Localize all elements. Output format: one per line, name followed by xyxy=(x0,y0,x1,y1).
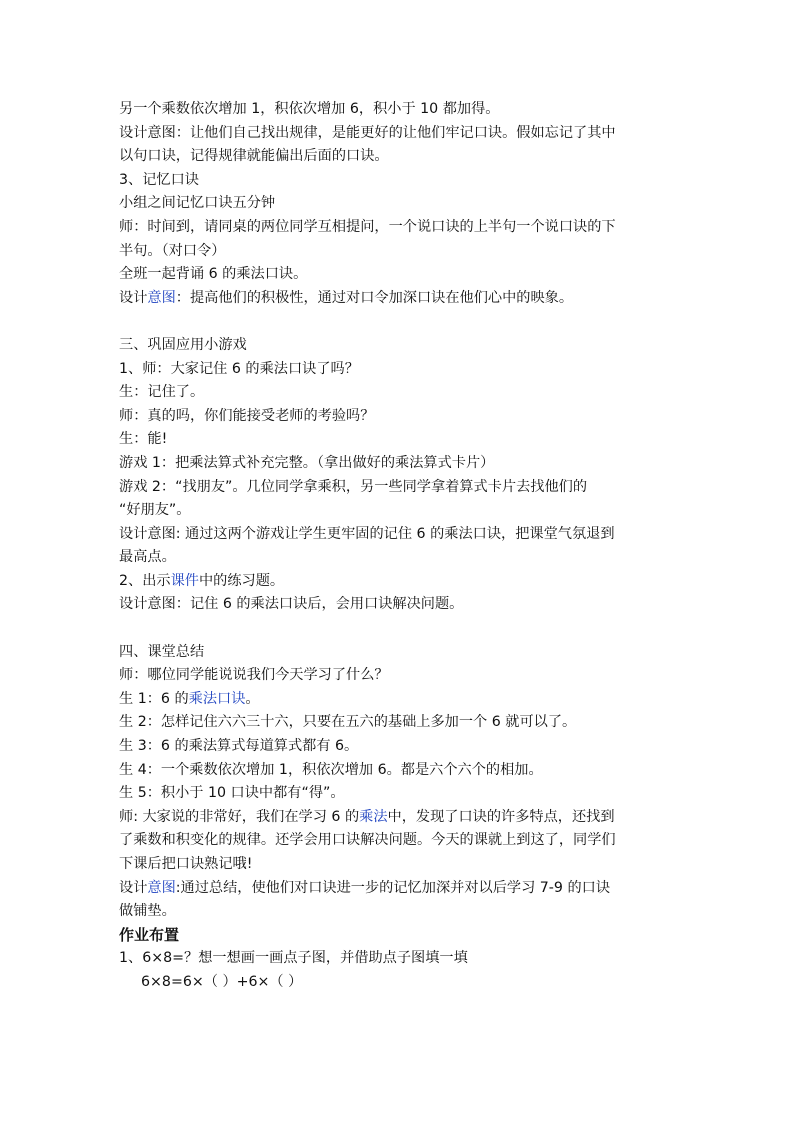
text-line xyxy=(119,240,679,264)
text-line xyxy=(119,499,679,523)
text-segment: 中的练习题。 xyxy=(198,572,285,589)
text-segment: 全班一起背诵 6 的乘法口诀。 xyxy=(119,266,308,283)
text-segment: 生 1：6 的 xyxy=(119,690,189,707)
text-line xyxy=(119,216,679,240)
text-line xyxy=(119,405,679,429)
blank-line xyxy=(119,617,679,641)
text-line xyxy=(119,287,679,311)
text-line xyxy=(119,169,679,193)
text-line xyxy=(119,476,679,500)
text-segment: 设计意图: 通过这两个游戏让学生更牢固的记住 6 的乘法口诀，把课堂气氛退到 xyxy=(119,525,615,542)
text-line xyxy=(119,263,679,287)
text-line xyxy=(119,877,679,901)
text-segment: 最高点。 xyxy=(119,549,176,566)
text-line xyxy=(119,523,679,547)
text-segment: 以句口诀，记得规律就能偏出后面的口诀。 xyxy=(119,148,389,165)
text-segment: 作业布置 xyxy=(119,925,180,944)
text-segment: 生 5：积小于 10 口诀中都有“得”。 xyxy=(119,785,345,802)
text-segment: 半句。（对口令） xyxy=(119,242,226,259)
hyperlink[interactable]: 乘法口诀 xyxy=(188,690,246,707)
text-line xyxy=(119,192,679,216)
text-segment: 师: 大家说的非常好，我们在学习 6 的 xyxy=(119,808,360,825)
text-segment: “好朋友”。 xyxy=(119,502,191,519)
text-line xyxy=(119,641,679,665)
text-line xyxy=(119,334,679,358)
text-segment: 小组之间记忆口诀五分钟 xyxy=(119,195,276,212)
text-segment: 生：能! xyxy=(119,431,168,448)
blank-line xyxy=(119,310,679,334)
text-line xyxy=(119,428,679,452)
text-segment: 生 3：6 的乘法算式每道算式都有 6。 xyxy=(119,738,359,755)
text-segment: 游戏 2：“找朋友”。几位同学拿乘积，另一些同学拿着算式卡片去找他们的 xyxy=(119,478,588,495)
text-line xyxy=(119,593,679,617)
text-line xyxy=(119,971,679,995)
text-segment: 设计 xyxy=(119,289,148,306)
text-line xyxy=(119,947,679,971)
text-segment: 6×8=6×（ ）+6×（ ） xyxy=(141,973,303,990)
text-segment: 三、巩固应用小游戏 xyxy=(119,336,247,353)
text-segment: 中，发现了口诀的许多特点，还找到 xyxy=(387,808,615,825)
document-body xyxy=(119,98,679,995)
text-segment: 2、出示 xyxy=(119,572,171,589)
text-line xyxy=(119,711,679,735)
text-segment: 设计意图：让他们自己找出规律，是能更好的让他们牢记口诀。假如忘记了其中 xyxy=(119,124,616,141)
text-segment: 设计意图：记住 6 的乘法口诀后，会用口诀解决问题。 xyxy=(119,596,464,613)
text-line xyxy=(119,381,679,405)
hyperlink[interactable]: 意图 xyxy=(147,879,176,896)
text-segment: 生 4：一个乘数依次增加 1，积依次增加 6。都是六个六个的相加。 xyxy=(119,761,543,778)
text-segment: 设计 xyxy=(119,879,148,896)
text-segment: 另一个乘数依次增加 1，积依次增加 6，积小于 10 都加得。 xyxy=(119,101,500,117)
text-segment: 师：哪位同学能说说我们今天学习了什么？ xyxy=(119,667,389,684)
text-segment: 1、6×8=？想一想画一画点子图，并借助点子图填一填 xyxy=(119,950,468,967)
text-segment: 了乘数和积变化的规律。还学会用口诀解决问题。今天的课就上到这了，同学们 xyxy=(119,832,616,849)
text-segment: 师：真的吗，你们能接受老师的考验吗？ xyxy=(119,407,375,424)
hyperlink[interactable]: 意图 xyxy=(147,289,176,306)
text-segment: 生：记住了。 xyxy=(119,384,205,401)
text-segment: 师：时间到，请同桌的两位同学互相提问，一个说口诀的上半句一个说口诀的下 xyxy=(119,218,616,235)
text-line xyxy=(119,782,679,806)
text-segment: 四、课堂总结 xyxy=(119,643,205,660)
text-line xyxy=(119,900,679,924)
text-line xyxy=(119,122,679,146)
text-line xyxy=(119,664,679,688)
text-line xyxy=(119,829,679,853)
text-line xyxy=(119,570,679,594)
hyperlink[interactable]: 课件 xyxy=(170,572,199,589)
text-segment: ：提高他们的积极性，通过对口令加深口诀在他们心中的映象。 xyxy=(175,289,574,306)
text-line xyxy=(119,759,679,783)
text-line xyxy=(119,145,679,169)
text-line xyxy=(119,358,679,382)
text-segment: :通过总结，使他们对口诀进一步的记忆加深并对以后学习 7-9 的口诀 xyxy=(175,879,611,896)
text-line xyxy=(119,98,679,122)
text-line xyxy=(119,688,679,712)
hyperlink[interactable]: 乘法 xyxy=(359,808,388,825)
text-line xyxy=(119,806,679,830)
text-line xyxy=(119,546,679,570)
text-segment: 下课后把口诀熟记哦! xyxy=(119,856,253,872)
text-line xyxy=(119,735,679,759)
text-segment: 做铺垫。 xyxy=(119,903,176,920)
text-segment: 游戏 1：把乘法算式补充完整。（拿出做好的乘法算式卡片） xyxy=(119,454,495,471)
text-segment: 。 xyxy=(245,690,260,707)
text-segment: 1、师：大家记住 6 的乘法口诀了吗？ xyxy=(119,360,359,377)
text-line xyxy=(119,452,679,476)
text-line xyxy=(119,853,679,877)
text-segment: 3、记忆口诀 xyxy=(119,171,199,188)
section-heading xyxy=(119,924,679,948)
text-segment: 生 2：怎样记住六六三十六，只要在五六的基础上多加一个 6 就可以了。 xyxy=(119,714,577,731)
